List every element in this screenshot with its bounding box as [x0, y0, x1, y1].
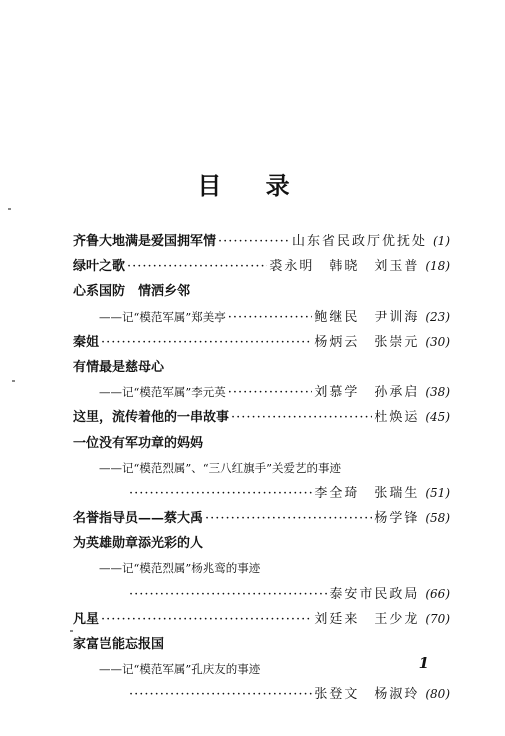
scan-speck [12, 380, 15, 382]
toc-entry[interactable] [73, 330, 450, 355]
toc-entry-title: 绿叶之歌 [73, 259, 126, 275]
toc-entry-authors: 刘廷来 王少龙 [314, 611, 420, 627]
dot-leader [218, 229, 290, 254]
dot-leader [101, 607, 312, 632]
toc-entry-heading [73, 355, 450, 380]
toc-entry[interactable] [73, 582, 450, 607]
toc-entry-title: 为英雄勋章添光彩的人 [73, 536, 204, 552]
toc-entry[interactable] [73, 380, 450, 405]
table-of-contents [73, 229, 450, 708]
dot-leader [231, 405, 372, 430]
toc-entry-page: ( 66 ) [425, 582, 450, 607]
toc-entry-title: 有情最是慈母心 [73, 359, 165, 375]
scan-speck [70, 630, 73, 632]
toc-entry-page: ( 70 ) [425, 607, 450, 632]
toc-entry-heading [73, 632, 450, 657]
toc-entry-page: ( 18 ) [425, 254, 450, 279]
toc-entry-page: ( 45 ) [425, 405, 450, 430]
toc-entry-title: 心系国防 情洒乡邻 [73, 284, 191, 300]
toc-entry-page: ( 38 ) [425, 380, 450, 405]
page-number: 1 [418, 654, 429, 672]
toc-entry-heading [73, 531, 450, 556]
toc-entry-heading [73, 279, 450, 304]
toc-entry-authors: 李全琦 张瑞生 [314, 485, 420, 501]
toc-entry-authors: 山东省民政厅优抚处 [291, 234, 427, 249]
toc-entry-authors: 杜焕运 [374, 410, 420, 426]
dot-leader [127, 254, 267, 279]
toc-entry-subtitle: ——记“模范军属”李元英 [99, 385, 226, 400]
toc-entry-page: ( 58 ) [425, 506, 450, 531]
toc-entry-page: ( 51 ) [425, 481, 450, 506]
toc-entry-authors: 裘永明 韩晓 刘玉普 [269, 259, 420, 275]
toc-entry-heading [73, 431, 450, 456]
dot-leader [101, 330, 312, 355]
toc-entry-title: 秦姐 [73, 334, 100, 350]
toc-entry[interactable] [73, 254, 450, 279]
toc-entry-subtitle: ——记“模范军属”郑美亭 [99, 309, 226, 324]
toc-entry-authors: 鲍继民 尹训海 [314, 309, 420, 325]
toc-entry-title: 齐鲁大地满是爱国拥军情 [73, 234, 217, 249]
toc-entry[interactable] [73, 481, 450, 506]
toc-entry-subheading [73, 456, 450, 481]
toc-entry[interactable] [73, 229, 450, 254]
dot-leader [228, 380, 313, 405]
toc-entry-subheading [73, 556, 450, 581]
toc-entry-title: 凡星 [73, 611, 100, 627]
dot-leader [129, 582, 327, 607]
toc-entry-subtitle: ——记“模范烈属”杨兆鸾的事迹 [99, 561, 261, 576]
toc-entry[interactable] [73, 607, 450, 632]
dot-leader [129, 481, 312, 506]
toc-entry-page: ( 30 ) [425, 330, 450, 355]
toc-entry-title: 这里，流传着他的一串故事 [73, 410, 230, 426]
scan-speck [8, 208, 11, 210]
dot-leader [205, 506, 372, 531]
toc-entry-subtitle: ——记“模范军属”孔庆友的事迹 [99, 662, 261, 677]
toc-entry-subheading [73, 657, 450, 682]
toc-entry[interactable] [73, 405, 450, 430]
toc-entry-page: ( 1 ) [433, 229, 450, 254]
toc-entry-page: ( 23 ) [425, 305, 450, 330]
toc-entry-authors: 张登文 杨淑玲 [314, 687, 420, 703]
toc-entry-authors: 杨炳云 张崇元 [314, 334, 420, 350]
toc-entry-title: 名誉指导员——蔡大禹 [73, 511, 204, 527]
toc-entry-title: 家富岂能忘报国 [73, 637, 165, 652]
page-title: 目 录 [197, 172, 308, 200]
toc-entry-authors: 泰安市民政局 [329, 586, 420, 602]
toc-entry[interactable] [73, 305, 450, 330]
toc-entry-page: ( 80 ) [425, 682, 450, 707]
dot-leader [228, 305, 313, 330]
toc-entry-subtitle: ——记“模范烈属”、“三八红旗手”关爱艺的事迹 [99, 460, 342, 475]
toc-entry-title: 一位没有军功章的妈妈 [73, 435, 204, 451]
dot-leader [129, 682, 312, 707]
toc-entry-authors: 杨学锋 [374, 511, 420, 527]
toc-entry[interactable] [73, 506, 450, 531]
toc-entry[interactable] [73, 682, 450, 707]
toc-entry-authors: 刘慕学 孙承启 [314, 385, 420, 401]
